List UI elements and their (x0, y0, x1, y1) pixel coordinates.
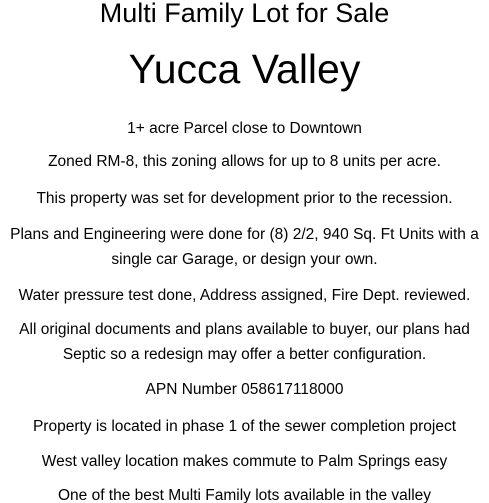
line-plans-part1: Plans and Engineering were done for (8) 2/2, 940 Sq. Ft Units with a (10, 226, 479, 243)
line-plans-part2: single car Garage, or design your own. (111, 251, 378, 268)
line-apn-number: APN Number 058617118000 (145, 381, 344, 398)
location-heading: Yucca Valley (128, 46, 361, 92)
line-development-status: This property was set for development prior to the recession. (36, 190, 453, 207)
line-best-lot: One of the best Multi Family lots available in the valley (57, 487, 432, 503)
line-documents-part1: All original documents and plans available to buyer, our plans had (19, 321, 470, 338)
line-commute: West valley location makes commute to Palm Springs easy (41, 453, 448, 470)
line-documents-part2: Septic so a redesign may offer a better configuration. (62, 346, 427, 363)
line-tests-done: Water pressure test done, Address assigned, Fire Dept. reviewed. (18, 287, 471, 304)
line-parcel-size: 1+ acre Parcel close to Downtown (127, 120, 362, 137)
line-zoning: Zoned RM-8, this zoning allows for up to 8 units per acre. (48, 153, 441, 170)
flyer-title: Multi Family Lot for Sale (99, 0, 390, 28)
line-sewer-phase: Property is located in phase 1 of the sewer completion project (32, 418, 457, 435)
